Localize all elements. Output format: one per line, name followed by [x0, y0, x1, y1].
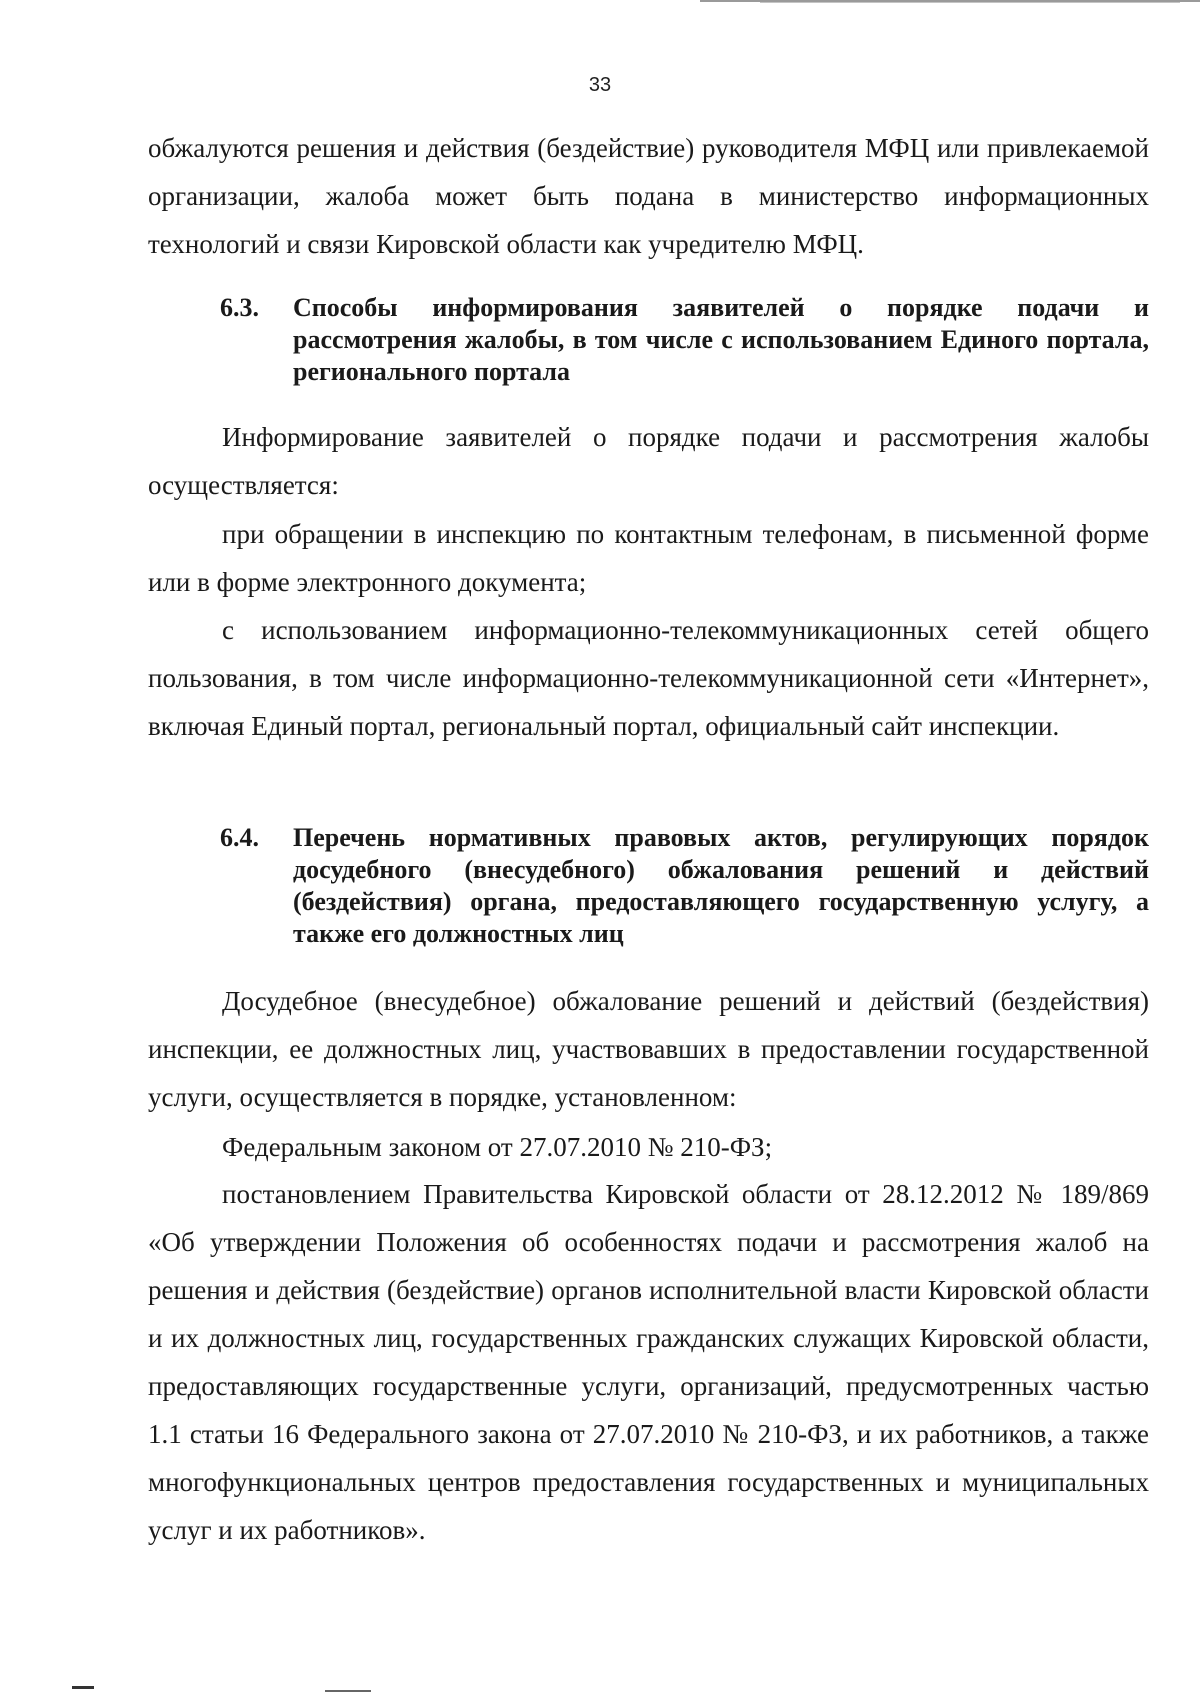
page-number-text: 33	[588, 74, 612, 96]
paragraph-6-4-intro: Досудебное (внесудебное) обжалование решений и действий (бездействия) инспекции, ее должностных лиц, участвовавших в предоставлении государственной услуги, осуществляется в порядке, установленном:	[148, 986, 1149, 1112]
section-title-6-4: Перечень нормативных правовых актов, регулирующих порядок досудебного (внесудебного) обжалования решений и действий (бездействия) органа, предоставляющего государственную услугу, а также его должностных лиц	[293, 823, 1149, 948]
scan-artifact-bottom-left	[72, 1686, 94, 1689]
paragraph-6-3-item-2: с использованием информационно-телекоммуникационных сетей общего пользования, в том числе информационно-телекоммуникационной сети «Интернет», включая Единый портал, региональный портал, официальный сайт инспекции.	[148, 615, 1149, 741]
section-heading-6-3	[220, 292, 1149, 388]
section-title-6-3: Способы информирования заявителей о порядке подачи и рассмотрения жалобы, в том числе с использованием Единого портала, регионального портала	[293, 293, 1149, 386]
page-number	[0, 74, 1200, 97]
paragraph-6-4-item-2: постановлением Правительства Кировской области от 28.12.2012 № 189/869 «Об утверждении Положения об особенностях подачи и рассмотрения жалоб на решения и действия (бездействие) органов исполнительной власти Кировской области и их должностных лиц, государственных гражданских служащих Кировской области, предоставляющих государственные услуги, организаций, предусмотренных частью 1.1 статьи 16 Федерального закона от 27.07.2010 № 210-ФЗ, и их работников, а также многофункциональных центров предоставления государственных и муниципальных услуг и их работников».	[148, 1179, 1149, 1545]
scan-artifact-top-secondary	[760, 2, 1180, 3]
section-number-6-3: 6.3.	[220, 293, 259, 322]
paragraph-6-3-item-1: при обращении в инспекцию по контактным телефонам, в письменной форме или в форме электронного документа;	[148, 519, 1149, 597]
paragraph-6-4-item-1: Федеральным законом от 27.07.2010 № 210-ФЗ;	[222, 1132, 773, 1162]
scan-artifact-bottom-mid	[325, 1690, 371, 1692]
paragraph-intro: обжалуются решения и действия (бездействие) руководителя МФЦ или привлекаемой организации, жалоба может быть подана в министерство информационных технологий и связи Кировской области как учредителю МФЦ.	[148, 133, 1149, 259]
paragraph-6-3-intro: Информирование заявителей о порядке подачи и рассмотрения жалобы осуществляется:	[148, 422, 1149, 500]
section-number-6-4: 6.4.	[220, 823, 259, 852]
section-heading-6-4	[220, 822, 1149, 950]
